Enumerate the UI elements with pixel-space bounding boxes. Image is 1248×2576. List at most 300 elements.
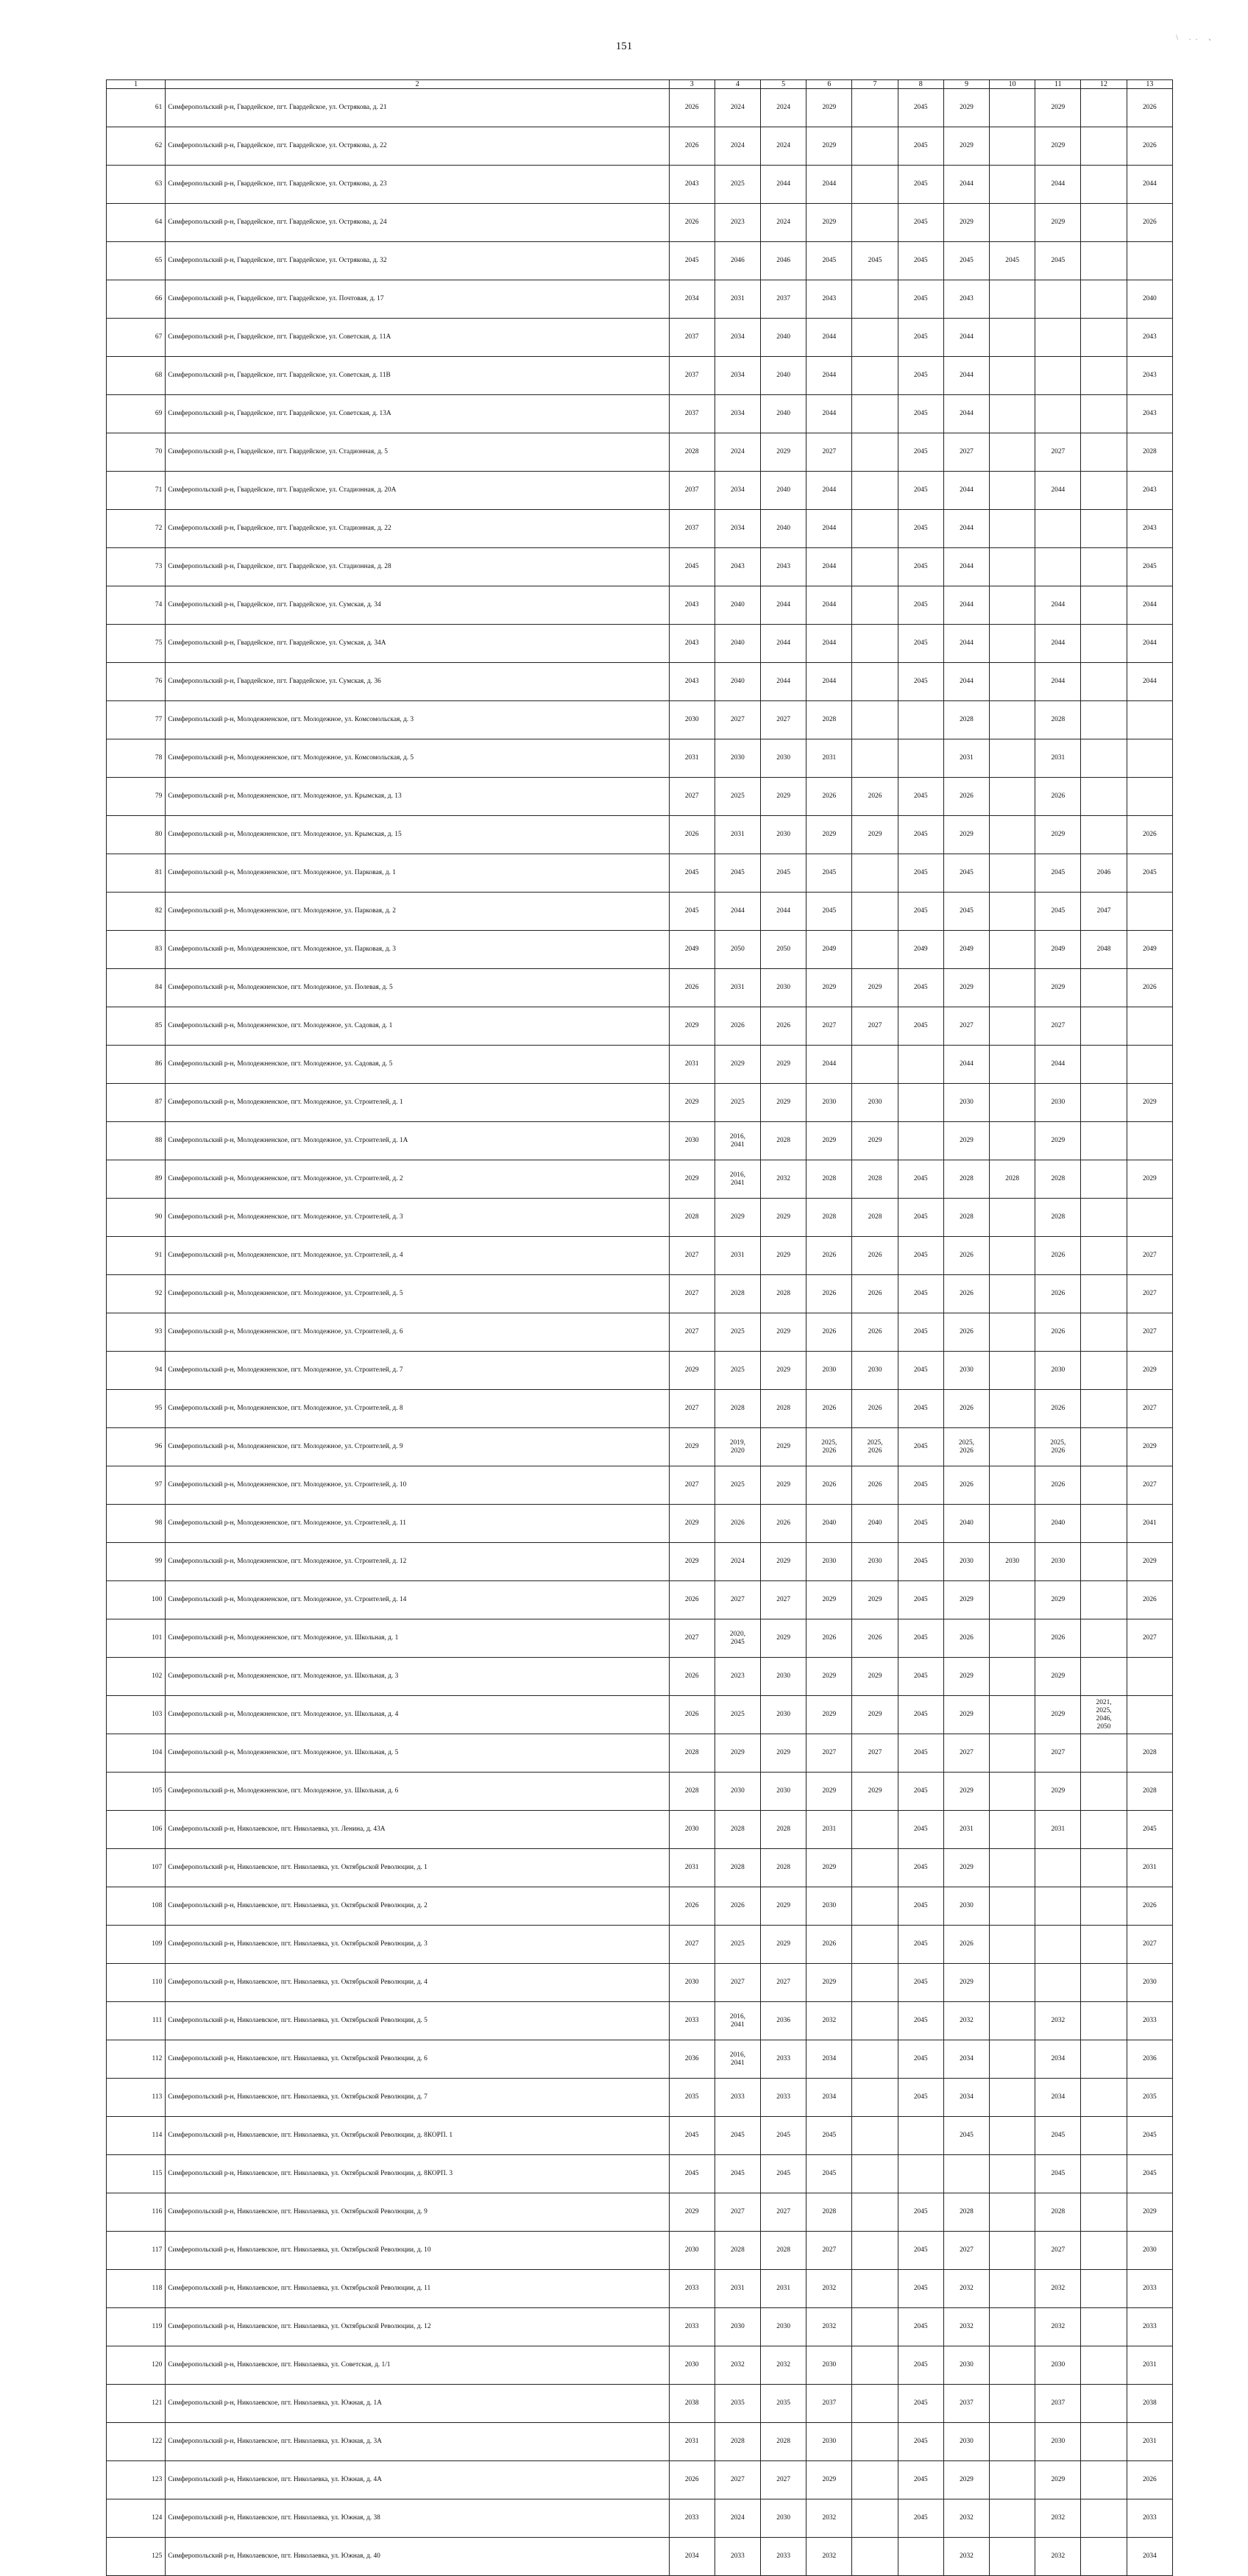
year-cell-col-7 — [852, 893, 898, 931]
year-cell-col-8: 2045 — [898, 1773, 943, 1811]
year-cell-col-4: 2019, 2020 — [715, 1428, 760, 1466]
table-row — [107, 2385, 1173, 2423]
year-cell-col-5: 2028 — [761, 2232, 806, 2270]
year-cell-col-5: 2040 — [761, 319, 806, 357]
year-cell-col-12 — [1081, 2308, 1127, 2346]
year-cell-col-11: 2045 — [1035, 854, 1081, 893]
year-cell-col-3: 2037 — [669, 510, 715, 548]
year-cell-col-11 — [1035, 1926, 1081, 1964]
row-number-cell: 85 — [107, 1007, 166, 1046]
year-cell-col-7: 2026 — [852, 1619, 898, 1658]
row-number-cell: 97 — [107, 1466, 166, 1505]
table-row — [107, 89, 1173, 127]
year-cell-col-8: 2045 — [898, 1275, 943, 1313]
year-cell-col-12 — [1081, 2423, 1127, 2461]
year-cell-col-13: 2033 — [1127, 2270, 1172, 2308]
year-cell-col-10: 2028 — [990, 1160, 1035, 1199]
year-cell-col-3: 2028 — [669, 1734, 715, 1773]
year-cell-col-10 — [990, 2308, 1035, 2346]
year-cell-col-6: 2045 — [806, 242, 852, 280]
year-cell-col-6: 2027 — [806, 1734, 852, 1773]
year-cell-col-5: 2026 — [761, 1007, 806, 1046]
year-cell-col-12 — [1081, 1619, 1127, 1658]
year-cell-col-4: 2026 — [715, 1505, 760, 1543]
year-cell-col-13: 2030 — [1127, 2232, 1172, 2270]
row-number-cell: 66 — [107, 280, 166, 319]
year-cell-col-13: 2031 — [1127, 2346, 1172, 2385]
year-cell-col-11: 2044 — [1035, 586, 1081, 625]
year-cell-col-6: 2037 — [806, 2385, 852, 2423]
year-cell-col-6: 2029 — [806, 969, 852, 1007]
year-cell-col-8: 2045 — [898, 663, 943, 701]
table-row — [107, 1390, 1173, 1428]
year-cell-col-9: 2026 — [943, 1237, 989, 1275]
year-cell-col-8: 2045 — [898, 2002, 943, 2040]
year-cell-col-5: 2045 — [761, 2117, 806, 2155]
year-cell-col-4: 2025 — [715, 1926, 760, 1964]
year-cell-col-11: 2030 — [1035, 1352, 1081, 1390]
table-row — [107, 1237, 1173, 1275]
year-cell-col-10 — [990, 1352, 1035, 1390]
year-cell-col-11: 2032 — [1035, 2538, 1081, 2576]
table-row — [107, 1773, 1173, 1811]
year-cell-col-4: 2016, 2041 — [715, 1160, 760, 1199]
address-cell: Симферопольский р-н, Молодежненское, пгт. Молодежное, ул. Садовая, д. 5 — [166, 1046, 669, 1084]
year-cell-col-3: 2027 — [669, 1390, 715, 1428]
year-cell-col-13: 2027 — [1127, 1237, 1172, 1275]
table-row — [107, 433, 1173, 472]
year-cell-col-11: 2029 — [1035, 204, 1081, 242]
table-row — [107, 2308, 1173, 2346]
year-cell-col-10 — [990, 931, 1035, 969]
address-cell: Симферопольский р-н, Молодежненское, пгт. Молодежное, ул. Крымская, д. 15 — [166, 816, 669, 854]
year-cell-col-10 — [990, 395, 1035, 433]
row-number-cell: 80 — [107, 816, 166, 854]
year-cell-col-12 — [1081, 625, 1127, 663]
year-cell-col-13: 2026 — [1127, 127, 1172, 166]
year-cell-col-12 — [1081, 1887, 1127, 1926]
table-row — [107, 2499, 1173, 2538]
address-cell: Симферопольский р-н, Николаевское, пгт. Николаевка, ул. Октябрьской Революции, д. 9 — [166, 2193, 669, 2232]
year-cell-col-3: 2033 — [669, 2308, 715, 2346]
row-number-cell: 107 — [107, 1849, 166, 1887]
year-cell-col-11: 2032 — [1035, 2270, 1081, 2308]
row-number-cell: 65 — [107, 242, 166, 280]
year-cell-col-6: 2029 — [806, 2461, 852, 2499]
address-cell: Симферопольский р-н, Николаевское, пгт. Николаевка, ул. Южная, д. 4А — [166, 2461, 669, 2499]
table-body — [107, 89, 1173, 2576]
year-cell-col-10 — [990, 1811, 1035, 1849]
year-cell-col-10 — [990, 1619, 1035, 1658]
year-cell-col-3: 2031 — [669, 2423, 715, 2461]
table-row — [107, 2002, 1173, 2040]
address-cell: Симферопольский р-н, Николаевское, пгт. Николаевка, ул. Октябрьской Революции, д. 11 — [166, 2270, 669, 2308]
row-number-cell: 89 — [107, 1160, 166, 1199]
year-cell-col-9: 2026 — [943, 1619, 989, 1658]
year-cell-col-6: 2044 — [806, 472, 852, 510]
row-number-cell: 61 — [107, 89, 166, 127]
year-cell-col-8: 2045 — [898, 854, 943, 893]
year-cell-col-13: 2034 — [1127, 2538, 1172, 2576]
table-row — [107, 816, 1173, 854]
row-number-cell: 84 — [107, 969, 166, 1007]
year-cell-col-6: 2030 — [806, 2423, 852, 2461]
year-cell-col-6: 2030 — [806, 2346, 852, 2385]
year-cell-col-8: 2045 — [898, 1007, 943, 1046]
year-cell-col-5: 2029 — [761, 1084, 806, 1122]
row-number-cell: 102 — [107, 1658, 166, 1696]
year-cell-col-13: 2027 — [1127, 1313, 1172, 1352]
year-cell-col-13: 2043 — [1127, 395, 1172, 433]
year-cell-col-3: 2031 — [669, 1046, 715, 1084]
year-cell-col-7 — [852, 1046, 898, 1084]
year-cell-col-11: 2045 — [1035, 242, 1081, 280]
row-number-cell: 91 — [107, 1237, 166, 1275]
address-cell: Симферопольский р-н, Гвардейское, пгт. Гвардейское, ул. Острякова, д. 21 — [166, 89, 669, 127]
year-cell-col-9: 2029 — [943, 204, 989, 242]
year-cell-col-9: 2029 — [943, 1122, 989, 1160]
address-cell: Симферопольский р-н, Молодежненское, пгт. Молодежное, ул. Комсомольская, д. 5 — [166, 739, 669, 778]
year-cell-col-13: 2043 — [1127, 510, 1172, 548]
year-cell-col-10 — [990, 2461, 1035, 2499]
year-cell-col-8: 2045 — [898, 1199, 943, 1237]
year-cell-col-3: 2027 — [669, 1313, 715, 1352]
year-cell-col-9: 2045 — [943, 2117, 989, 2155]
year-cell-col-5: 2029 — [761, 1734, 806, 1773]
year-cell-col-4: 2030 — [715, 2308, 760, 2346]
year-cell-col-5: 2029 — [761, 433, 806, 472]
year-cell-col-13 — [1127, 1046, 1172, 1084]
year-cell-col-10 — [990, 1773, 1035, 1811]
year-cell-col-3: 2037 — [669, 395, 715, 433]
year-cell-col-13: 2026 — [1127, 816, 1172, 854]
year-cell-col-8: 2045 — [898, 2308, 943, 2346]
year-cell-col-9: 2044 — [943, 663, 989, 701]
year-cell-col-12 — [1081, 127, 1127, 166]
year-cell-col-9: 2044 — [943, 1046, 989, 1084]
year-cell-col-9: 2029 — [943, 1849, 989, 1887]
year-cell-col-8: 2045 — [898, 1964, 943, 2002]
row-number-cell: 68 — [107, 357, 166, 395]
year-cell-col-11: 2029 — [1035, 969, 1081, 1007]
column-header-13: 13 — [1127, 80, 1172, 89]
address-cell: Симферопольский р-н, Николаевское, пгт. Николаевка, ул. Южная, д. 3А — [166, 2423, 669, 2461]
table-row — [107, 1964, 1173, 2002]
year-cell-col-4: 2024 — [715, 1543, 760, 1581]
table-row — [107, 2117, 1173, 2155]
year-cell-col-5: 2040 — [761, 472, 806, 510]
row-number-cell: 76 — [107, 663, 166, 701]
year-cell-col-9: 2044 — [943, 166, 989, 204]
address-cell: Симферопольский р-н, Гвардейское, пгт. Гвардейское, ул. Стадионная, д. 5 — [166, 433, 669, 472]
year-cell-col-10 — [990, 1658, 1035, 1696]
year-cell-col-13: 2029 — [1127, 2193, 1172, 2232]
year-cell-col-13 — [1127, 1122, 1172, 1160]
year-cell-col-4: 2016, 2041 — [715, 2002, 760, 2040]
year-cell-col-9: 2029 — [943, 2461, 989, 2499]
year-cell-col-5: 2029 — [761, 1352, 806, 1390]
year-cell-col-7 — [852, 319, 898, 357]
year-cell-col-6: 2045 — [806, 2117, 852, 2155]
year-cell-col-3: 2026 — [669, 969, 715, 1007]
year-cell-col-6: 2044 — [806, 395, 852, 433]
row-number-cell: 71 — [107, 472, 166, 510]
address-cell: Симферопольский р-н, Молодежненское, пгт. Молодежное, ул. Строителей, д. 6 — [166, 1313, 669, 1352]
corner-scan-mark: \ .. 、 — [1176, 33, 1222, 42]
row-number-cell: 112 — [107, 2040, 166, 2079]
year-cell-col-7 — [852, 2538, 898, 2576]
row-number-cell: 88 — [107, 1122, 166, 1160]
year-cell-col-13: 2027 — [1127, 1619, 1172, 1658]
year-cell-col-5: 2030 — [761, 1658, 806, 1696]
table-row — [107, 893, 1173, 931]
year-cell-col-3: 2029 — [669, 2193, 715, 2232]
address-cell: Симферопольский р-н, Молодежненское, пгт. Молодежное, ул. Строителей, д. 4 — [166, 1237, 669, 1275]
year-cell-col-6: 2045 — [806, 2155, 852, 2193]
year-cell-col-10 — [990, 778, 1035, 816]
year-cell-col-6: 2027 — [806, 433, 852, 472]
year-cell-col-12 — [1081, 1658, 1127, 1696]
year-cell-col-10 — [990, 701, 1035, 739]
year-cell-col-11: 2029 — [1035, 89, 1081, 127]
year-cell-col-9: 2026 — [943, 1313, 989, 1352]
year-cell-col-9: 2032 — [943, 2002, 989, 2040]
column-header-4: 4 — [715, 80, 760, 89]
row-number-cell: 70 — [107, 433, 166, 472]
year-cell-col-13: 2027 — [1127, 1275, 1172, 1313]
year-cell-col-9: 2044 — [943, 357, 989, 395]
year-cell-col-5: 2030 — [761, 739, 806, 778]
table-row — [107, 1352, 1173, 1390]
column-header-5: 5 — [761, 80, 806, 89]
row-number-cell: 115 — [107, 2155, 166, 2193]
row-number-cell: 120 — [107, 2346, 166, 2385]
year-cell-col-5: 2033 — [761, 2079, 806, 2117]
address-cell: Симферопольский р-н, Гвардейское, пгт. Гвардейское, ул. Сумская, д. 36 — [166, 663, 669, 701]
row-number-cell: 103 — [107, 1696, 166, 1734]
year-cell-col-3: 2028 — [669, 1199, 715, 1237]
year-cell-col-8 — [898, 739, 943, 778]
year-cell-col-5: 2046 — [761, 242, 806, 280]
year-cell-col-5: 2029 — [761, 1887, 806, 1926]
year-cell-col-3: 2045 — [669, 893, 715, 931]
year-cell-col-8: 2045 — [898, 1811, 943, 1849]
address-cell: Симферопольский р-н, Гвардейское, пгт. Гвардейское, ул. Стадионная, д. 22 — [166, 510, 669, 548]
year-cell-col-11: 2025, 2026 — [1035, 1428, 1081, 1466]
address-cell: Симферопольский р-н, Гвардейское, пгт. Гвардейское, ул. Стадионная, д. 20А — [166, 472, 669, 510]
year-cell-col-13: 2033 — [1127, 2002, 1172, 2040]
table-row — [107, 1581, 1173, 1619]
year-cell-col-3: 2036 — [669, 2040, 715, 2079]
year-cell-col-3: 2027 — [669, 1466, 715, 1505]
year-cell-col-12 — [1081, 166, 1127, 204]
year-cell-col-7 — [852, 2002, 898, 2040]
year-cell-col-12 — [1081, 1237, 1127, 1275]
year-cell-col-4: 2025 — [715, 1352, 760, 1390]
year-cell-col-5: 2035 — [761, 2385, 806, 2423]
year-cell-col-9: 2025, 2026 — [943, 1428, 989, 1466]
year-cell-col-11 — [1035, 1887, 1081, 1926]
year-cell-col-12 — [1081, 280, 1127, 319]
year-cell-col-13: 2027 — [1127, 1926, 1172, 1964]
table-row — [107, 625, 1173, 663]
year-cell-col-10 — [990, 166, 1035, 204]
address-cell: Симферопольский р-н, Молодежненское, пгт. Молодежное, ул. Строителей, д. 9 — [166, 1428, 669, 1466]
year-cell-col-8: 2045 — [898, 1160, 943, 1199]
year-cell-col-13: 2028 — [1127, 433, 1172, 472]
table-row — [107, 2538, 1173, 2576]
year-cell-col-7 — [852, 2232, 898, 2270]
year-cell-col-9: 2026 — [943, 1275, 989, 1313]
year-cell-col-6: 2028 — [806, 701, 852, 739]
address-cell: Симферопольский р-н, Гвардейское, пгт. Гвардейское, ул. Почтовая, д. 17 — [166, 280, 669, 319]
year-cell-col-5: 2045 — [761, 2155, 806, 2193]
year-cell-col-12 — [1081, 395, 1127, 433]
year-cell-col-8 — [898, 1084, 943, 1122]
year-cell-col-7 — [852, 395, 898, 433]
year-cell-col-11: 2028 — [1035, 1160, 1081, 1199]
year-cell-col-12 — [1081, 1734, 1127, 1773]
year-cell-col-13: 2036 — [1127, 2040, 1172, 2079]
address-cell: Симферопольский р-н, Молодежненское, пгт. Молодежное, ул. Школьная, д. 4 — [166, 1696, 669, 1734]
year-cell-col-12 — [1081, 1811, 1127, 1849]
year-cell-col-10 — [990, 2079, 1035, 2117]
row-number-cell: 93 — [107, 1313, 166, 1352]
year-cell-col-3: 2043 — [669, 625, 715, 663]
year-cell-col-12: 2046 — [1081, 854, 1127, 893]
year-cell-col-9: 2044 — [943, 319, 989, 357]
year-cell-col-9: 2029 — [943, 1658, 989, 1696]
year-cell-col-9: 2030 — [943, 1352, 989, 1390]
year-cell-col-6: 2026 — [806, 1466, 852, 1505]
year-cell-col-6: 2026 — [806, 1237, 852, 1275]
year-cell-col-9: 2028 — [943, 1199, 989, 1237]
year-cell-col-13: 2043 — [1127, 357, 1172, 395]
year-cell-col-13: 2041 — [1127, 1505, 1172, 1543]
year-cell-col-4: 2044 — [715, 893, 760, 931]
year-cell-col-10 — [990, 1505, 1035, 1543]
address-cell: Симферопольский р-н, Николаевское, пгт. Николаевка, ул. Октябрьской Революции, д. 7 — [166, 2079, 669, 2117]
year-cell-col-5: 2032 — [761, 2346, 806, 2385]
year-cell-col-10 — [990, 1734, 1035, 1773]
year-cell-col-13: 2045 — [1127, 2155, 1172, 2193]
year-cell-col-13: 2031 — [1127, 2423, 1172, 2461]
year-cell-col-8: 2045 — [898, 1428, 943, 1466]
year-cell-col-10 — [990, 2270, 1035, 2308]
year-cell-col-13: 2027 — [1127, 1466, 1172, 1505]
year-cell-col-8 — [898, 2117, 943, 2155]
year-cell-col-12 — [1081, 816, 1127, 854]
year-cell-col-13: 2045 — [1127, 2117, 1172, 2155]
table-header-row — [107, 80, 1173, 89]
row-number-cell: 110 — [107, 1964, 166, 2002]
table-row — [107, 2079, 1173, 2117]
year-cell-col-6: 2029 — [806, 204, 852, 242]
year-cell-col-4: 2029 — [715, 1734, 760, 1773]
year-cell-col-11: 2030 — [1035, 2346, 1081, 2385]
year-cell-col-13: 2026 — [1127, 1887, 1172, 1926]
year-cell-col-7: 2026 — [852, 1237, 898, 1275]
year-cell-col-11: 2032 — [1035, 2499, 1081, 2538]
year-cell-col-4: 2026 — [715, 1887, 760, 1926]
year-cell-col-8: 2045 — [898, 548, 943, 586]
year-cell-col-13: 2026 — [1127, 89, 1172, 127]
year-cell-col-12 — [1081, 1849, 1127, 1887]
row-number-cell: 63 — [107, 166, 166, 204]
year-cell-col-8: 2045 — [898, 1352, 943, 1390]
year-cell-col-5: 2027 — [761, 2461, 806, 2499]
row-number-cell: 86 — [107, 1046, 166, 1084]
year-cell-col-13: 2029 — [1127, 1084, 1172, 1122]
year-cell-col-3: 2027 — [669, 1619, 715, 1658]
year-cell-col-7: 2027 — [852, 1734, 898, 1773]
year-cell-col-9: 2040 — [943, 1505, 989, 1543]
table-row — [107, 280, 1173, 319]
year-cell-col-10: 2045 — [990, 242, 1035, 280]
year-cell-col-7 — [852, 510, 898, 548]
year-cell-col-10 — [990, 548, 1035, 586]
year-cell-col-3: 2029 — [669, 1505, 715, 1543]
year-cell-col-11: 2029 — [1035, 1773, 1081, 1811]
year-cell-col-11: 2032 — [1035, 2002, 1081, 2040]
row-number-cell: 101 — [107, 1619, 166, 1658]
year-cell-col-5: 2032 — [761, 1160, 806, 1199]
year-cell-col-11 — [1035, 357, 1081, 395]
year-cell-col-9: 2027 — [943, 2232, 989, 2270]
year-cell-col-12 — [1081, 2232, 1127, 2270]
year-cell-col-5: 2030 — [761, 969, 806, 1007]
year-cell-col-13: 2035 — [1127, 2079, 1172, 2117]
year-cell-col-10 — [990, 89, 1035, 127]
schedule-table-container — [106, 79, 1173, 2576]
year-cell-col-5: 2029 — [761, 1619, 806, 1658]
year-cell-col-7: 2045 — [852, 242, 898, 280]
year-cell-col-6: 2031 — [806, 1811, 852, 1849]
row-number-cell: 69 — [107, 395, 166, 433]
table-row — [107, 969, 1173, 1007]
year-cell-col-10 — [990, 433, 1035, 472]
year-cell-col-7: 2029 — [852, 969, 898, 1007]
year-cell-col-9: 2029 — [943, 1773, 989, 1811]
year-cell-col-9: 2032 — [943, 2308, 989, 2346]
year-cell-col-12: 2048 — [1081, 931, 1127, 969]
year-cell-col-3: 2037 — [669, 357, 715, 395]
row-number-cell: 100 — [107, 1581, 166, 1619]
table-row — [107, 2155, 1173, 2193]
year-cell-col-10 — [990, 1046, 1035, 1084]
year-cell-col-7: 2029 — [852, 1122, 898, 1160]
address-cell: Симферопольский р-н, Гвардейское, пгт. Гвардейское, ул. Острякова, д. 23 — [166, 166, 669, 204]
year-cell-col-4: 2034 — [715, 395, 760, 433]
year-cell-col-5: 2040 — [761, 510, 806, 548]
year-cell-col-9: 2037 — [943, 2385, 989, 2423]
year-cell-col-8: 2045 — [898, 242, 943, 280]
year-cell-col-11 — [1035, 1849, 1081, 1887]
year-cell-col-12 — [1081, 2193, 1127, 2232]
year-cell-col-5: 2027 — [761, 1581, 806, 1619]
year-cell-col-11: 2026 — [1035, 1466, 1081, 1505]
year-cell-col-4: 2024 — [715, 127, 760, 166]
address-cell: Симферопольский р-н, Гвардейское, пгт. Гвардейское, ул. Стадионная, д. 28 — [166, 548, 669, 586]
year-cell-col-10 — [990, 510, 1035, 548]
table-row — [107, 1466, 1173, 1505]
year-cell-col-11: 2026 — [1035, 1237, 1081, 1275]
column-header-12: 12 — [1081, 80, 1127, 89]
year-cell-col-11 — [1035, 1964, 1081, 2002]
year-cell-col-8: 2045 — [898, 1887, 943, 1926]
row-number-cell: 87 — [107, 1084, 166, 1122]
year-cell-col-5: 2028 — [761, 1122, 806, 1160]
